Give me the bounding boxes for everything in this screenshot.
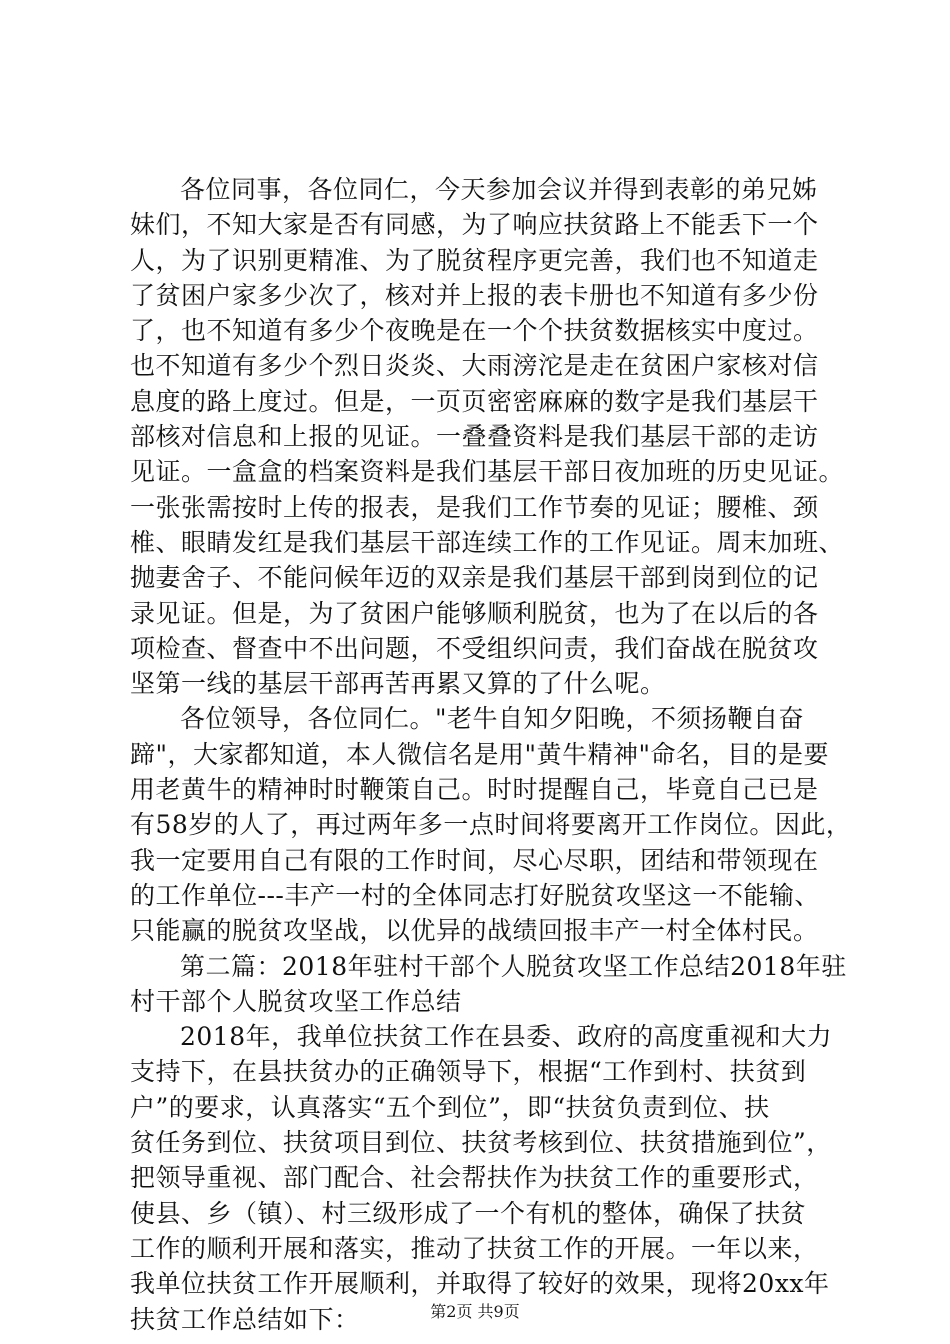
- text-line: 录见证。但是，为了贫困户能够顺利脱贫，也为了在以后的各: [130, 598, 819, 628]
- text-line: 工作的顺利开展和落实，推动了扶贫工作的开展。一年以来，: [130, 1233, 819, 1263]
- paragraph: [130, 949, 852, 1020]
- text-line: 贫任务到位、扶贫项目到位、扶贫考核到位、扶贫措施到位”，: [130, 1128, 832, 1158]
- text-line: 使县、乡（镇）、村三级形成了一个有机的整体，确保了扶贫: [130, 1198, 807, 1228]
- text-line: 人，为了识别更精准、为了脱贫程序更完善，我们也不知道走: [130, 245, 819, 275]
- text-line: 妹们，不知大家是否有同感，为了响应扶贫路上不能丢下一个: [130, 210, 819, 240]
- text-line: 户”的要求，认真落实“五个到位”，即“扶贫负责到位、扶: [130, 1092, 770, 1122]
- text-line: 有58岁的人了，再过两年多一点时间将要离开工作岗位。因此，: [130, 810, 852, 840]
- text-line: 支持下，在县扶贫办的正确领导下，根据“工作到村、扶贫到: [130, 1057, 807, 1087]
- page-footer: 第2页 共9页: [430, 1302, 520, 1321]
- text-line: 各位同事，各位同仁，今天参加会议并得到表彰的弟兄姊: [180, 175, 818, 204]
- text-line: 也不知道有多少个烈日炎炎、大雨滂沱是走在贫困户家核对信: [130, 351, 819, 381]
- text-line: 我单位扶贫工作开展顺利，并取得了较好的效果，现将20xx年: [130, 1269, 830, 1299]
- text-line: 只能赢的脱贫攻坚战，以优异的战绩回报丰产一村全体村民。: [130, 916, 819, 946]
- text-line: 各位领导，各位同仁。"老牛自知夕阳晚，不须扬鞭自奋: [180, 704, 805, 734]
- text-line: 部核对信息和上报的见证。一叠叠资料是我们基层干部的走访: [130, 422, 819, 452]
- text-line: 了，也不知道有多少个夜晚是在一个个扶贫数据核实中度过。: [130, 316, 819, 346]
- paragraph: [130, 1019, 852, 1337]
- text-line: 用老黄牛的精神时时鞭策自己。时时提醒自己，毕竟自己已是: [130, 775, 819, 805]
- text-line: 2018年，我单位扶贫工作在县委、政府的高度重视和大力: [180, 1022, 833, 1052]
- paragraph: [130, 701, 852, 948]
- text-line: 把领导重视、部门配合、社会帮扶作为扶贫工作的重要形式，: [130, 1163, 819, 1193]
- text-line: 第二篇：2018年驻村干部个人脱贫攻坚工作总结2018年驻: [180, 951, 847, 981]
- text-line: 了贫困户家多少次了，核对并上报的表卡册也不知道有多少份: [130, 280, 819, 310]
- document-body: [130, 172, 852, 1337]
- text-line: 扶贫工作总结如下：: [130, 1304, 360, 1334]
- paragraph: [130, 172, 852, 701]
- text-line: 息度的路上度过。但是，一页页密密麻麻的数字是我们基层干: [130, 386, 819, 416]
- text-line: 一张张需按时上传的报表，是我们工作节奏的见证；腰椎、颈: [130, 492, 819, 522]
- text-line: 坚第一线的基层干部再苦再累又算的了什么呢。: [130, 669, 666, 699]
- text-line: 见证。一盒盒的档案资料是我们基层干部日夜加班的历史见证。: [130, 457, 845, 487]
- text-line: 蹄"，大家都知道，本人微信名是用"黄牛精神"命名，目的是要: [130, 739, 829, 769]
- text-line: 我一定要用自己有限的工作时间，尽心尽职，团结和带领现在: [130, 845, 819, 875]
- text-line: 村干部个人脱贫攻坚工作总结: [130, 986, 462, 1016]
- text-line: 椎、眼睛发红是我们基层干部连续工作的工作见证。周末加班、: [130, 527, 845, 557]
- text-line: 的工作单位---丰产一村的全体同志打好脱贫攻坚这一不能输、: [130, 880, 820, 910]
- text-line: 抛妻舍子、不能问候年迈的双亲是我们基层干部到岗到位的记: [130, 563, 819, 593]
- text-line: 项检查、督查中不出问题，不受组织问责，我们奋战在脱贫攻: [130, 633, 819, 663]
